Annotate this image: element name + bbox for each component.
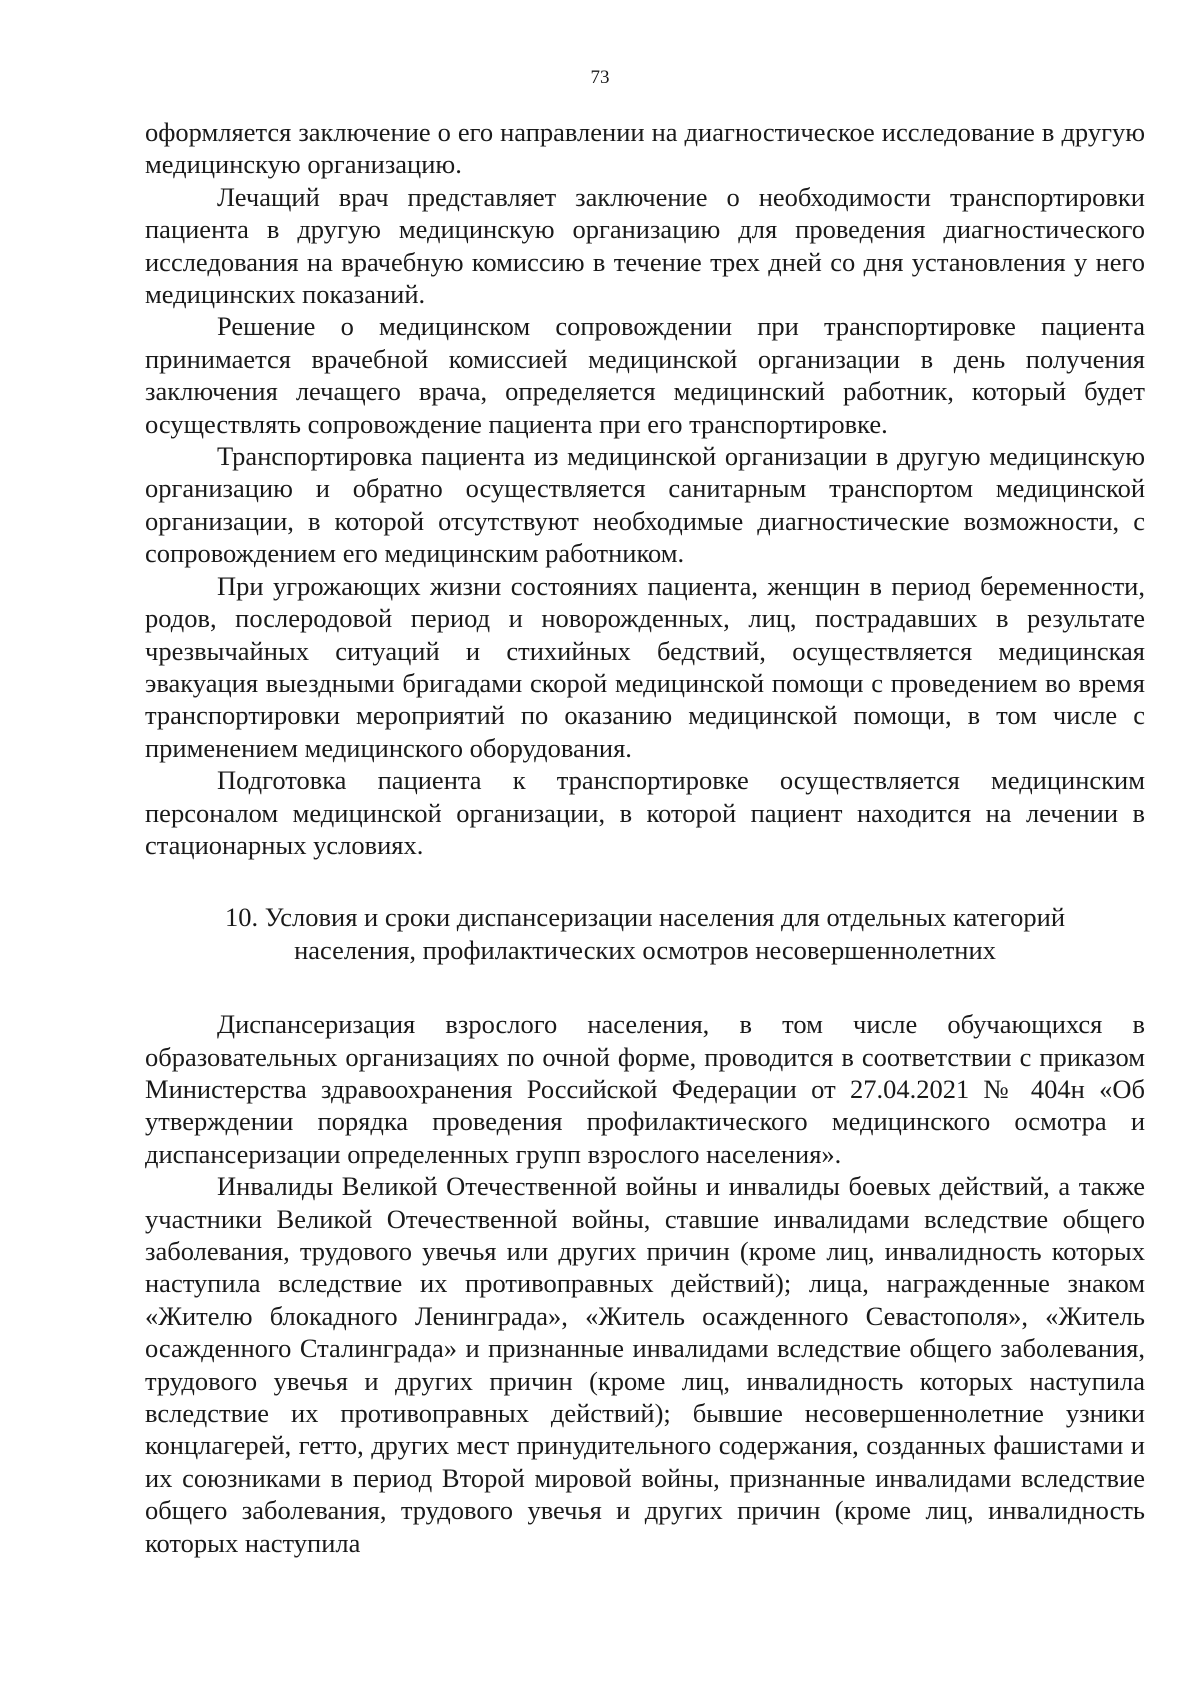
- document-body: [145, 116, 1145, 1559]
- page-number: 73: [590, 67, 610, 88]
- paragraph: При угрожающих жизни состояниях пациента, женщин в период беременности, родов, послеродовой период и новорожденных, лиц, пострадавших в результате чрезвычайных ситуаций и стихийных бедствий, осуществляется медицинская эвакуация выездными бригадами скорой медицинской помощи с проведением во время транспортировки мероприятий по оказанию медицинской помощи, в том числе с применением медицинского оборудования.: [145, 570, 1145, 763]
- paragraph: оформляется заключение о его направлении на диагностическое исследование в другую медицинскую организацию.: [145, 117, 1145, 180]
- section-heading: 10. Условия и сроки диспансеризации населения для отдельных категорий населения, профилактических осмотров несовершеннолетних: [224, 902, 1066, 965]
- paragraph: Инвалиды Великой Отечественной войны и инвалиды боевых действий, а также участники Великой Отечественной войны, ставшие инвалидами вследствие общего заболевания, трудового увечья или других причин (кроме лиц, инвалидность которых наступила вследствие их противоправных действий); лица, награжденные знаком «Жителю блокадного Ленинграда», «Житель осажденного Севастополя», «Житель осажденного Сталинграда» и признанные инвалидами вследствие общего заболевания, трудового увечья и других причин (кроме лиц, инвалидность которых наступила вследствие их противоправных действий); бывшие несовершеннолетние узники концлагерей, гетто, других мест принудительного содержания, созданных фашистами и их союзниками в период Второй мировой войны, признанные инвалидами вследствие общего заболевания, трудового увечья и других причин (кроме лиц, инвалидность которых наступила: [145, 1171, 1145, 1558]
- paragraph: Решение о медицинском сопровождении при транспортировке пациента принимается врачебной комиссией медицинской организации в день получения заключения лечащего врача, определяется медицинский работник, который будет осуществлять сопровождение пациента при его транспортировке.: [145, 311, 1145, 439]
- paragraph: Транспортировка пациента из медицинской организации в другую медицинскую организацию и обратно осуществляется санитарным транспортом медицинской организации, в которой отсутствуют необходимые диагностические возможности, с сопровождением его медицинским работником.: [145, 441, 1145, 569]
- paragraph: Подготовка пациента к транспортировке осуществляется медицинским персоналом медицинской организации, в которой пациент находится на лечении в стационарных условиях.: [145, 765, 1145, 860]
- paragraph: Лечащий врач представляет заключение о необходимости транспортировки пациента в другую медицинскую организацию для проведения диагностического исследования на врачебную комиссию в течение трех дней со дня установления у него медицинских показаний.: [145, 181, 1145, 310]
- paragraph: Диспансеризация взрослого населения, в том числе обучающихся в образовательных организациях по очной форме, проводится в соответствии с приказом Министерства здравоохранения Российской Федерации от 27.04.2021 № 404н «Об утверждении порядка проведения профилактического медицинского осмотра и диспансеризации определенных групп взрослого населения».: [145, 1009, 1145, 1169]
